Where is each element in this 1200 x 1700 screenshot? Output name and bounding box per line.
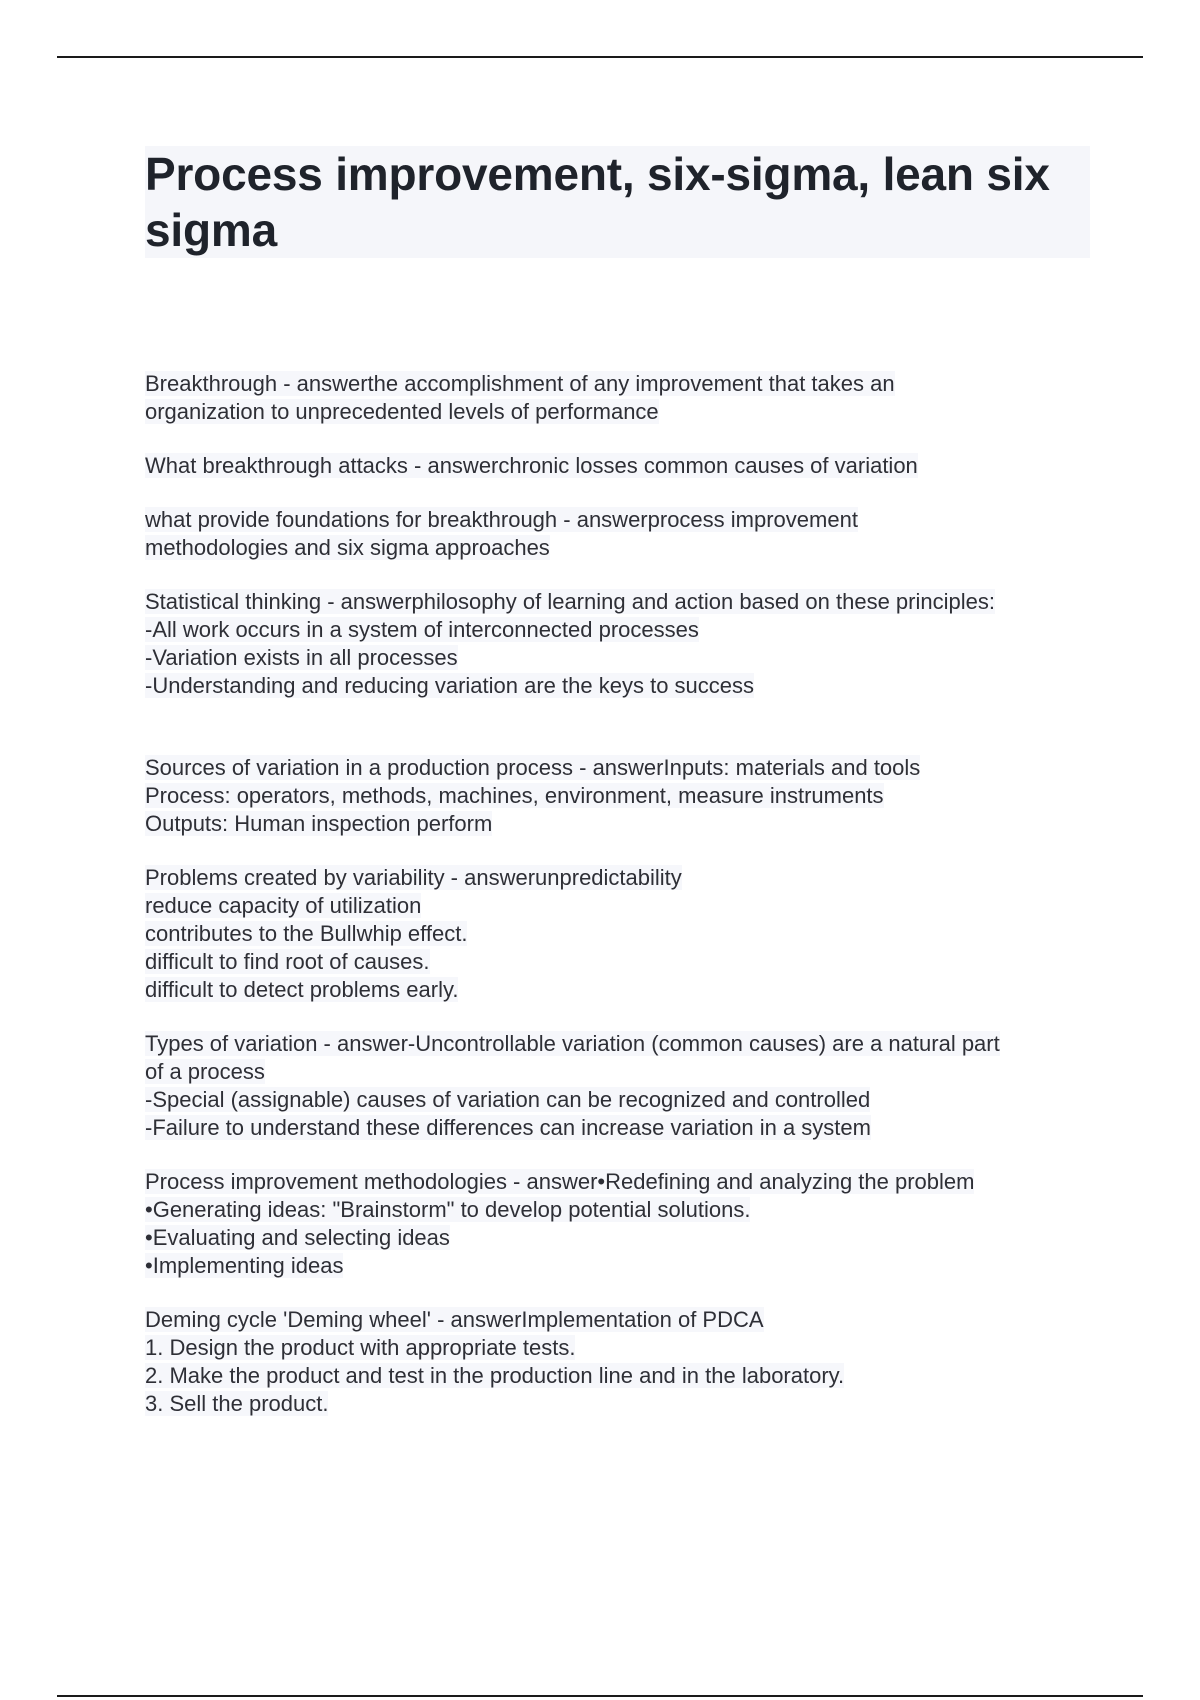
qa-line: organization to unprecedented levels of performance <box>145 399 659 424</box>
qa-line: Outputs: Human inspection perform <box>145 811 493 836</box>
qa-entry-breakthrough <box>145 370 1090 426</box>
qa-line: 1. Design the product with appropriate tests. <box>145 1335 576 1360</box>
qa-line: -Variation exists in all processes <box>145 645 458 670</box>
qa-line: 2. Make the product and test in the production line and in the laboratory. <box>145 1363 845 1388</box>
qa-line: of a process <box>145 1059 265 1084</box>
qa-line: difficult to find root of causes. <box>145 949 430 974</box>
qa-entry-deming-cycle <box>145 1306 1090 1418</box>
qa-entry-sources-of-variation <box>145 754 1090 838</box>
qa-entry-types-of-variation <box>145 1030 1090 1142</box>
qa-line: -Understanding and reducing variation are the keys to success <box>145 673 755 698</box>
qa-line: methodologies and six sigma approaches <box>145 535 550 560</box>
qa-line: -All work occurs in a system of interconnected processes <box>145 617 699 642</box>
qa-entry-statistical-thinking <box>145 588 1090 700</box>
qa-entry-process-improvement-methodologies <box>145 1168 1090 1280</box>
qa-line: 3. Sell the product. <box>145 1391 329 1416</box>
qa-line: -Special (assignable) causes of variation can be recognized and controlled <box>145 1087 871 1112</box>
qa-line: Process improvement methodologies - answer•Redefining and analyzing the problem <box>145 1169 975 1194</box>
document-title: Process improvement, six-sigma, lean six sigma <box>145 146 1090 258</box>
qa-line: Statistical thinking - answerphilosophy of learning and action based on these principles: <box>145 589 995 614</box>
qa-line: Sources of variation in a production process - answerInputs: materials and tools <box>145 755 921 780</box>
qa-line: reduce capacity of utilization <box>145 893 422 918</box>
qa-line: •Evaluating and selecting ideas <box>145 1225 450 1250</box>
bottom-rule <box>57 1695 1143 1697</box>
qa-line: Problems created by variability - answerunpredictability <box>145 865 682 890</box>
qa-entry-breakthrough-attacks <box>145 452 1090 480</box>
qa-line: Deming cycle 'Deming wheel' - answerImplementation of PDCA <box>145 1307 764 1332</box>
qa-entry-foundations <box>145 506 1090 562</box>
qa-line: difficult to detect problems early. <box>145 977 459 1002</box>
document-body <box>145 146 1090 1444</box>
qa-line: -Failure to understand these differences can increase variation in a system <box>145 1115 871 1140</box>
qa-line: Breakthrough - answerthe accomplishment of any improvement that takes an <box>145 371 895 396</box>
qa-line: what provide foundations for breakthrough - answerprocess improvement <box>145 507 858 532</box>
qa-entry-problems-variability <box>145 864 1090 1004</box>
qa-line: contributes to the Bullwhip effect. <box>145 921 468 946</box>
qa-line: •Generating ideas: "Brainstorm" to develop potential solutions. <box>145 1197 751 1222</box>
qa-line: •Implementing ideas <box>145 1253 344 1278</box>
qa-line: What breakthrough attacks - answerchronic losses common causes of variation <box>145 453 918 478</box>
qa-line: Process: operators, methods, machines, environment, measure instruments <box>145 783 884 808</box>
qa-line: Types of variation - answer-Uncontrollable variation (common causes) are a natural part <box>145 1031 1000 1056</box>
qa-list <box>145 370 1090 1418</box>
top-rule <box>57 56 1143 58</box>
